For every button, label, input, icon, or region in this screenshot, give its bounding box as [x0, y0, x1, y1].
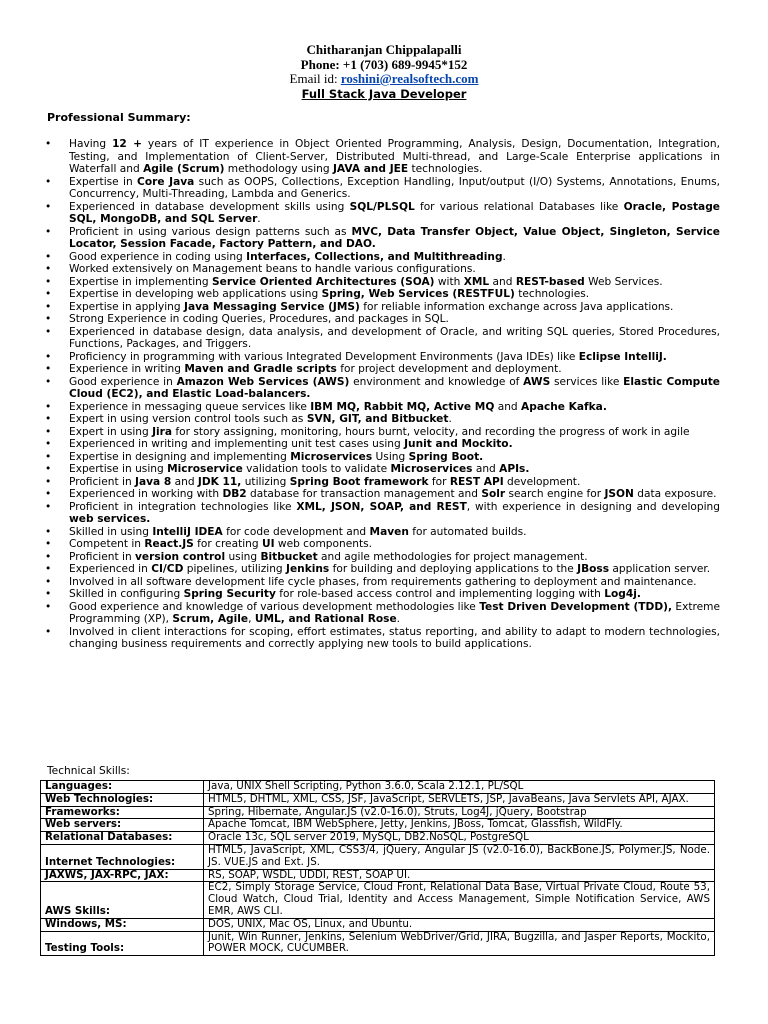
summary-text: .: [257, 213, 261, 225]
summary-text: for reliable information exchange across Java applications.: [359, 300, 674, 313]
skills-values: Spring, Hibernate, Angular.JS (v2.0-16.0), Struts, Log4J, jQuery, Bootstrap: [204, 806, 715, 819]
summary-text: Good experience in: [69, 375, 177, 388]
summary-text: application server.: [609, 563, 711, 575]
summary-bold-text: Jira: [152, 425, 173, 438]
summary-bold-text: JDK 11,: [197, 475, 242, 488]
summary-text: Competent in: [69, 538, 145, 550]
summary-bold-text: MVC, Data Transfer Object, Value Object, Singleton, Service Locator, Session Facade, Factory Pattern, and DAO.: [69, 225, 720, 250]
summary-item: [47, 601, 720, 626]
summary-text: Proficiency in programming with various Integrated Development Environments (Java IDEs) like: [69, 350, 579, 363]
summary-text: Using: [372, 450, 409, 463]
summary-text: Expertise in using: [69, 463, 168, 475]
summary-bold-text: Maven and Gradle scripts: [184, 363, 337, 375]
skills-row: [41, 844, 715, 869]
summary-bold-text: Apache Kafka.: [521, 400, 607, 413]
summary-bold-text: Spring Security: [183, 588, 276, 600]
summary-text: Web Services.: [584, 275, 663, 288]
summary-bold-text: CI/CD: [151, 563, 184, 575]
summary-text: Proficient in using various design patterns such as: [69, 225, 352, 238]
summary-text: with: [434, 275, 464, 288]
summary-bold-text: Microservices: [290, 450, 373, 463]
summary-bold-text: XML, JSON, SOAP, and REST: [296, 500, 467, 513]
summary-bold-text: Service Oriented Architectures (SOA): [212, 275, 435, 288]
summary-text: Involved in client interactions for scoping, effort estimates, status reporting, and ability to adapt to modern technologies, changing business requirements and correctly applying new tools to build applications.: [69, 625, 720, 650]
summary-bold-text: XML: [463, 275, 490, 288]
summary-text: Proficient in: [69, 550, 136, 563]
skills-category: Web servers:: [41, 819, 204, 832]
summary-text: Expertise in implementing: [69, 275, 212, 288]
summary-text: years of IT experience in Object Oriented Programming, Analysis, Design, Documentation, Integration, Testing, and Implementation of Client-Server, Distributed Multi-thread, and Large-Scale Enterprise applications in Waterfall and: [69, 138, 720, 175]
summary-text: Skilled in configuring: [69, 588, 184, 600]
skills-category: JAXWS, JAX-RPC, JAX:: [41, 869, 204, 882]
summary-text: Having: [69, 138, 113, 150]
summary-item: [47, 301, 720, 314]
email-link[interactable]: roshini@realsoftech.com: [340, 71, 479, 86]
summary-item: [47, 363, 720, 376]
summary-text: Expertise in applying: [69, 300, 184, 313]
skills-values: Junit, Win Runner, Jenkins, Selenium WebDriver/Grid, JIRA, Bugzilla, and Jasper Reports, Mockito, POWER MOCK, CUCUMBER.: [204, 931, 715, 956]
summary-bold-text: Interfaces, Collections, and Multithreading: [246, 250, 503, 263]
summary-bold-text: Microservice: [167, 463, 243, 475]
candidate-phone: Phone: +1 (703) 689-9945*152: [300, 56, 468, 72]
email-label: Email id:: [289, 71, 341, 86]
summary-text: for code development and: [222, 525, 370, 538]
skills-row: [41, 806, 715, 819]
skills-values: Oracle 13c, SQL server 2019, MySQL, DB2.NoSQL, PostgreSQL: [204, 832, 715, 845]
skills-values: RS, SOAP, WSDL, UDDI, REST, SOAP UI.: [204, 869, 715, 882]
skills-values: HTML5, DHTML, XML, CSS, JSF, JavaScript, SERVLETS, JSP, JavaBeans, Java Servlets API, AJAX.: [204, 793, 715, 806]
summary-bold-text: JBoss: [577, 563, 610, 575]
summary-bold-text: Eclipse IntelliJ.: [578, 350, 667, 363]
summary-bold-text: JAVA and JEE: [332, 163, 409, 175]
skills-row: [41, 918, 715, 931]
skills-category: AWS Skills:: [41, 882, 204, 918]
summary-text: for automated builds.: [408, 525, 527, 538]
summary-item: [47, 351, 720, 364]
summary-text: .: [448, 413, 452, 425]
summary-bold-text: Spring Boot.: [408, 450, 484, 463]
skills-row: [41, 931, 715, 956]
summary-item: [47, 563, 720, 576]
summary-heading: Professional Summary:: [47, 111, 191, 124]
summary-bold-text: React.JS: [144, 538, 194, 550]
summary-bold-text: Java 8: [135, 475, 172, 488]
summary-bold-text: UML, and Rational Rose: [254, 613, 397, 625]
summary-bold-text: 12 +: [112, 138, 142, 150]
summary-text: database for transaction management and: [246, 488, 482, 500]
summary-text: technologies.: [514, 288, 590, 300]
skills-values: HTML5, JavaScript, XML, CSS3/4, jQuery, Angular JS (v2.0-16.0), BackBone.JS, Polymer.JS, Node. JS. VUE.JS and Ext. JS.: [204, 844, 715, 869]
skills-table: [40, 780, 715, 956]
summary-item: [47, 488, 720, 501]
skills-values: Apache Tomcat, IBM WebSphere, Jetty, Jenkins, JBoss, Tomcat, Glassfish, WildFly.: [204, 819, 715, 832]
summary-item: [47, 438, 720, 451]
summary-bold-text: version control: [135, 550, 226, 563]
summary-text: and agile methodologies for project management.: [317, 550, 588, 563]
summary-item: [47, 313, 720, 326]
summary-item: [47, 376, 720, 401]
skills-row: [41, 793, 715, 806]
summary-bold-text: Bitbucket: [260, 550, 318, 563]
summary-text: Experience in messaging queue services like: [69, 400, 311, 413]
summary-text: development.: [503, 475, 581, 488]
summary-text: Experienced in writing and implementing unit test cases using: [69, 438, 405, 450]
summary-item: [47, 463, 720, 476]
summary-text: Expertise in designing and implementing: [69, 450, 291, 463]
summary-item: [47, 588, 720, 601]
summary-text: technologies.: [408, 163, 483, 175]
summary-item: [47, 201, 720, 226]
summary-item: [47, 476, 720, 489]
summary-item: [47, 413, 720, 426]
summary-bold-text: Test Driven Development (TDD),: [479, 600, 672, 613]
candidate-role: Full Stack Java Developer: [301, 86, 467, 101]
skills-category: Windows, MS:: [41, 918, 204, 931]
summary-text: Good experience in coding using: [69, 250, 247, 263]
summary-text: environment and knowledge of: [349, 375, 524, 388]
summary-bold-text: Microservices: [390, 463, 473, 475]
summary-text: for story assigning, monitoring, hours burnt, velocity, and recording the progress of work in agile: [172, 425, 690, 438]
summary-bold-text: Spring, Web Services (RESTFUL): [321, 288, 515, 300]
summary-text: methodology using: [224, 163, 333, 175]
summary-item: [47, 538, 720, 551]
summary-text: Experienced in database design, data analysis, and development of Oracle, and writing SQL queries, Stored Procedures, Functions, Packages, and Triggers.: [69, 325, 720, 350]
summary-text: , with experience in designing and developing: [466, 500, 720, 513]
skills-category: Languages:: [41, 781, 204, 794]
summary-item: [47, 451, 720, 464]
summary-text: Expertise in: [69, 175, 138, 188]
summary-text: and: [494, 400, 522, 413]
summary-text: for project development and deployment.: [336, 363, 562, 375]
summary-text: for role-based access control and implementing logging with: [275, 588, 605, 600]
summary-item: [47, 276, 720, 289]
skills-row: [41, 882, 715, 918]
skills-row: [41, 869, 715, 882]
summary-bold-text: Log4j.: [604, 588, 641, 600]
summary-text: Expertise in developing web applications using: [69, 288, 322, 300]
skills-row: [41, 781, 715, 794]
summary-item: [47, 138, 720, 176]
resume-header: [0, 43, 768, 101]
skills-row: [41, 832, 715, 845]
skills-category: Web Technologies:: [41, 793, 204, 806]
skills-heading: Technical Skills:: [47, 765, 130, 777]
summary-text: .: [396, 613, 401, 625]
skills-category: Internet Technologies:: [41, 844, 204, 869]
summary-bold-text: REST API: [449, 475, 504, 488]
summary-text: ,: [248, 613, 255, 625]
summary-bold-text: Core Java: [137, 175, 195, 188]
summary-text: Experienced in working with: [69, 488, 223, 500]
summary-text: Worked extensively on Management beans to handle various configurations.: [69, 263, 476, 275]
skills-category: Frameworks:: [41, 806, 204, 819]
summary-item: [47, 426, 720, 439]
summary-bold-text: Maven: [369, 525, 409, 538]
summary-text: Experience in writing: [69, 363, 185, 375]
summary-item: [47, 251, 720, 264]
summary-bold-text: Oracle, Postage SQL, MongoDB, and SQL Server: [69, 200, 720, 225]
summary-bold-text: SVN, GIT, and Bitbucket: [306, 413, 449, 425]
skills-values: DOS, UNIX, Mac OS, Linux, and Ubuntu.: [204, 918, 715, 931]
summary-text: using: [225, 550, 261, 563]
summary-bold-text: Agile (Scrum): [143, 163, 225, 175]
skills-values: Java, UNIX Shell Scripting, Python 3.6.0, Scala 2.12.1, PL/SQL: [204, 781, 715, 794]
summary-bold-text: IntelliJ IDEA: [152, 525, 223, 538]
summary-text: and: [472, 463, 500, 475]
summary-bold-text: JSON: [604, 488, 634, 500]
summary-text: .: [502, 250, 506, 263]
summary-item: [47, 288, 720, 301]
summary-text: Proficient in: [69, 475, 136, 488]
summary-text: validation tools to validate: [242, 463, 391, 475]
summary-item: [47, 626, 720, 651]
summary-bold-text: Junit and Mockito.: [404, 438, 513, 450]
summary-bold-text: Solr: [481, 488, 506, 500]
summary-bold-text: IBM MQ, Rabbit MQ, Active MQ: [310, 400, 495, 413]
summary-text: and: [489, 275, 516, 288]
summary-text: search engine for: [505, 488, 605, 500]
summary-text: Experienced in database development skills using: [69, 200, 350, 213]
summary-text: utilizing: [241, 475, 290, 488]
summary-bold-text: Java Messaging Service (JMS): [184, 300, 360, 313]
summary-item: [47, 576, 720, 589]
summary-text: Experienced in: [69, 563, 152, 575]
skills-category: Relational Databases:: [41, 832, 204, 845]
summary-bold-text: Elastic Compute Cloud (EC2), and Elastic Load-balancers.: [69, 375, 720, 400]
summary-bold-text: UI: [261, 538, 275, 550]
summary-bold-text: web services.: [69, 513, 151, 525]
summary-bold-text: Scrum, Agile: [172, 613, 249, 625]
summary-item: [47, 551, 720, 564]
candidate-name: Chitharanjan Chippalapalli: [306, 42, 462, 57]
summary-bold-text: Amazon Web Services (AWS): [176, 375, 350, 388]
summary-item: [47, 401, 720, 414]
summary-text: such as OOPS, Collections, Exception Handling, Input/output (I/O) Systems, Annotations, Enums, Concurrency, Multi-Threading, Lambda and Generics.: [69, 175, 721, 200]
summary-text: Expert in using: [69, 425, 153, 438]
summary-bold-text: AWS: [523, 375, 551, 388]
summary-text: Strong Experience in coding Queries, Procedures, and packages in SQL.: [69, 313, 449, 325]
summary-text: Good experience and knowledge of various development methodologies like: [69, 600, 480, 613]
summary-text: services like: [550, 375, 624, 388]
summary-item: [47, 526, 720, 539]
summary-text: Extreme Programming (XP),: [69, 600, 720, 625]
summary-bold-text: SQL/PLSQL: [349, 200, 415, 213]
summary-text: data exposure.: [633, 488, 717, 500]
summary-item: [47, 176, 720, 201]
summary-text: Proficient in integration technologies like: [69, 500, 297, 513]
skills-values: EC2, Simply Storage Service, Cloud Front, Relational Data Base, Virtual Private Cloud, Route 53, Cloud Watch, Cloud Trial, Identity and Access Management, Simple Notification Service, AWS EMR, AWS CLI.: [204, 882, 715, 918]
summary-item: [47, 263, 720, 276]
summary-bold-text: Spring Boot framework: [289, 475, 429, 488]
summary-text: web components.: [274, 538, 372, 550]
summary-list: [47, 138, 720, 651]
summary-item: [47, 501, 720, 526]
skills-category: Testing Tools:: [41, 931, 204, 956]
summary-text: Skilled in using: [69, 525, 153, 538]
summary-text: for various relational Databases like: [414, 200, 624, 213]
summary-text: pipelines, utilizing: [183, 563, 287, 575]
summary-bold-text: Jenkins: [286, 563, 330, 575]
summary-bold-text: REST-based: [515, 275, 585, 288]
summary-bold-text: APIs.: [499, 463, 530, 475]
summary-bold-text: DB2: [222, 488, 247, 500]
candidate-email-line: [0, 72, 768, 87]
summary-text: Expert in using version control tools such as: [69, 413, 307, 425]
summary-text: Involved in all software development life cycle phases, from requirements gathering to deployment and maintenance.: [69, 575, 697, 588]
summary-text: for building and deploying applications to the: [329, 563, 578, 575]
summary-text: and: [171, 475, 198, 488]
summary-text: for: [428, 475, 450, 488]
summary-item: [47, 226, 720, 251]
summary-item: [47, 326, 720, 351]
skills-row: [41, 819, 715, 832]
summary-text: for creating: [193, 538, 262, 550]
